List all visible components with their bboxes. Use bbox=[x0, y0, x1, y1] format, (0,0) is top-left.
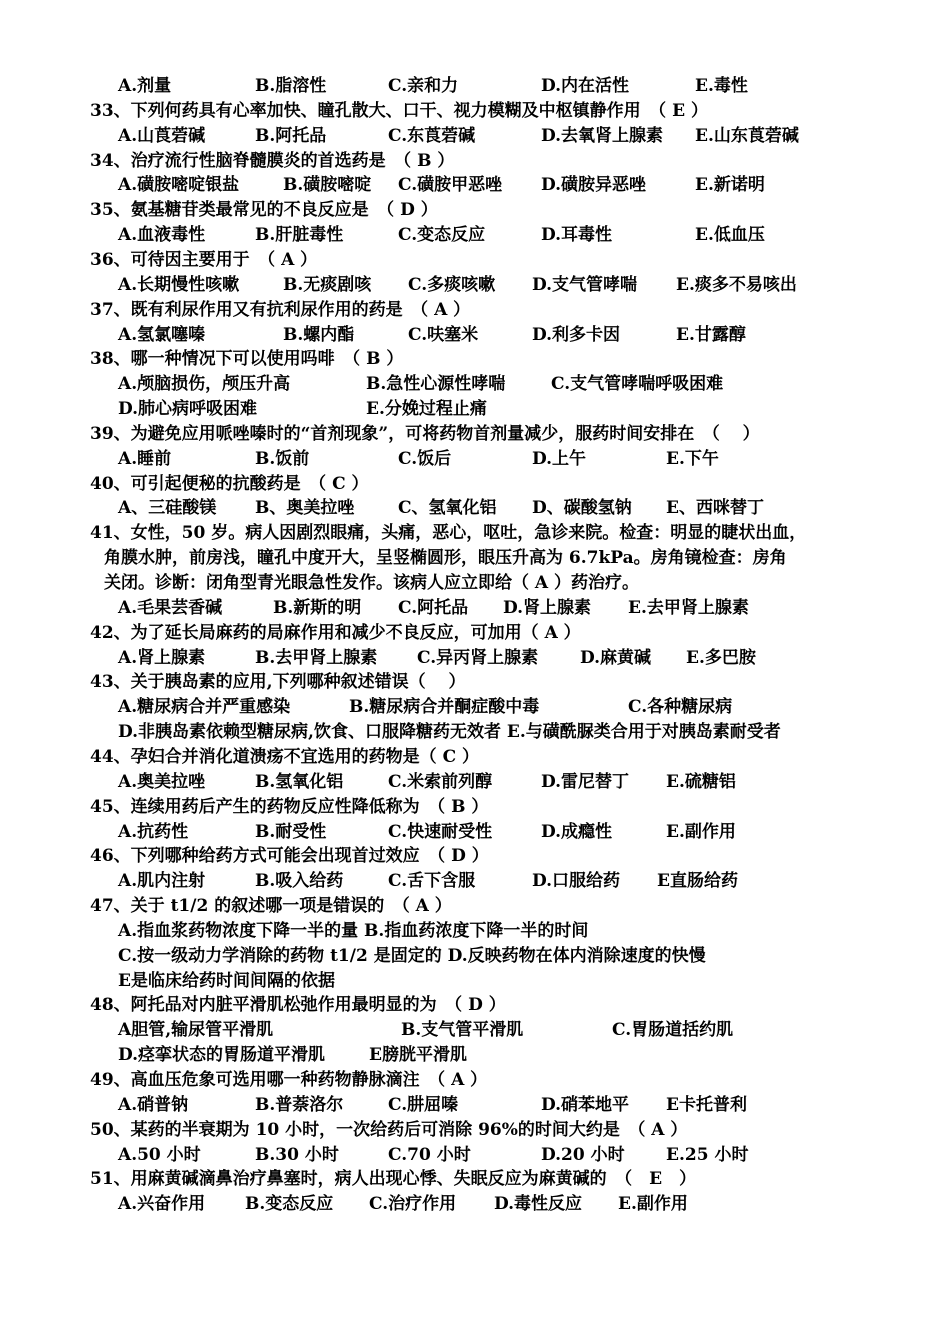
text-line bbox=[0, 447, 950, 471]
question-text: 34、治疗流行性脑脊髓膜炎的首选药是 （ B ） bbox=[90, 150, 455, 171]
text-line bbox=[0, 496, 950, 520]
question-text: 38、哪一种情况下可以使用吗啡 （ B ） bbox=[90, 349, 404, 370]
option-text: D.肺心病呼吸困难 bbox=[118, 399, 258, 420]
option-text: E.甘露醇 bbox=[676, 324, 746, 345]
option-text: B.螺内酯 bbox=[283, 324, 355, 345]
option-text: B.去甲肾上腺素 bbox=[255, 647, 378, 668]
text-line bbox=[0, 521, 950, 545]
option-text: B.吸入给药 bbox=[255, 871, 344, 892]
text-line bbox=[0, 248, 950, 272]
question-text: 49、高血压危象可选用哪一种药物静脉滴注 （ A ） bbox=[90, 1070, 488, 1090]
option-text: A.硝普钠 bbox=[118, 1094, 189, 1115]
text-line bbox=[0, 372, 950, 396]
text-line bbox=[0, 397, 950, 421]
option-text: D.利多卡因 bbox=[532, 324, 621, 345]
question-text: 关闭。诊断：闭角型青光眼急性发作。该病人应立即给（ A ）药治疗。 bbox=[104, 573, 640, 593]
option-text: E.低血压 bbox=[695, 225, 765, 246]
option-text: B.新斯的明 bbox=[273, 597, 362, 618]
option-text: B.饭前 bbox=[255, 448, 310, 469]
text-line bbox=[0, 695, 950, 719]
option-text: D.毒性反应 bbox=[494, 1194, 583, 1215]
option-text: B.脂溶性 bbox=[255, 76, 327, 96]
question-text: A.指血浆药物浓度下降一半的量 B.指血药浓度下降一半的时间 bbox=[118, 920, 589, 941]
text-line bbox=[0, 173, 950, 197]
option-text: A胆管,输尿管平滑肌 bbox=[118, 1020, 274, 1041]
option-text: B.支气管平滑肌 bbox=[401, 1020, 524, 1041]
option-text: E、西咪替丁 bbox=[666, 498, 764, 519]
option-text: A.抗药性 bbox=[118, 821, 189, 842]
option-text: D.成瘾性 bbox=[541, 821, 613, 842]
option-text: D.支气管哮喘 bbox=[532, 274, 638, 295]
option-text: C.异丙肾上腺素 bbox=[417, 647, 539, 668]
text-line bbox=[0, 546, 950, 570]
option-text: C.70 小时 bbox=[388, 1144, 471, 1165]
text-line bbox=[0, 273, 950, 297]
text-line bbox=[0, 99, 950, 123]
option-text: B.耐受性 bbox=[255, 821, 327, 842]
text-line bbox=[0, 1093, 950, 1117]
option-text: C.快速耐受性 bbox=[388, 821, 493, 842]
option-text: B.30 小时 bbox=[255, 1144, 339, 1165]
option-text: B.肝脏毒性 bbox=[255, 225, 344, 246]
text-line bbox=[0, 944, 950, 968]
question-text: 40、可引起便秘的抗酸药是 （ C ） bbox=[90, 473, 369, 494]
text-line bbox=[0, 894, 950, 918]
option-text: B.氢氧化铝 bbox=[255, 771, 344, 792]
option-text: A.睡前 bbox=[118, 448, 172, 469]
option-text: D.硝苯地平 bbox=[541, 1094, 630, 1115]
option-text: A.毛果芸香碱 bbox=[118, 597, 223, 618]
option-text: A.糖尿病合并严重感染 bbox=[118, 697, 291, 718]
option-text: B.糖尿病合并酮症酸中毒 bbox=[349, 697, 540, 718]
option-text: C.磺胺甲恶唑 bbox=[398, 175, 503, 196]
text-line bbox=[0, 347, 950, 371]
question-text: 36、可待因主要用于 （ A ） bbox=[90, 249, 318, 270]
text-line bbox=[0, 770, 950, 794]
text-line bbox=[0, 795, 950, 819]
text-line bbox=[0, 844, 950, 868]
text-line bbox=[0, 571, 950, 595]
option-text: D.雷尼替丁 bbox=[541, 771, 630, 792]
question-text: 43、关于胰岛素的应用,下列哪种叙述错误（ ） bbox=[90, 672, 466, 693]
text-line bbox=[0, 621, 950, 645]
question-text: E是临床给药时间间隔的依据 bbox=[118, 970, 335, 991]
option-text: D.20 小时 bbox=[541, 1144, 625, 1165]
question-text: 50、某药的半衰期为 10 小时，一次给药后可消除 96%的时间大约是 （ A ） bbox=[90, 1119, 688, 1140]
option-text: A.奥美拉唑 bbox=[118, 771, 206, 792]
question-text: D.非胰岛素依赖型糖尿病,饮食、口服降糖药无效者 E.与磺酰脲类合用于对胰岛素耐受者 bbox=[118, 722, 781, 743]
text-line bbox=[0, 919, 950, 943]
text-line bbox=[0, 124, 950, 148]
text-line bbox=[0, 1043, 950, 1067]
option-text: B.变态反应 bbox=[245, 1194, 334, 1215]
option-text: E卡托普利 bbox=[666, 1094, 747, 1115]
question-text: 44、孕妇合并消化道溃疡不宜选用的药物是（ C ） bbox=[90, 746, 480, 767]
option-text: D.耳毒性 bbox=[541, 225, 613, 246]
question-text: 46、下列哪种给药方式可能会出现首过效应 （ D ） bbox=[90, 846, 489, 867]
option-text: A.氢氯噻嗪 bbox=[118, 324, 206, 345]
question-text: 角膜水肿，前房浅，瞳孔中度开大，呈竖椭圆形，眼压升高为 6.7kPa。房角镜检查：房角 bbox=[104, 548, 787, 569]
option-text: A.磺胺嘧啶银盐 bbox=[118, 175, 240, 196]
text-line bbox=[0, 323, 950, 347]
option-text: A、三硅酸镁 bbox=[118, 498, 217, 519]
option-text: A.山莨菪碱 bbox=[118, 125, 206, 146]
text-line bbox=[0, 1192, 950, 1216]
text-line bbox=[0, 745, 950, 769]
option-text: E.去甲肾上腺素 bbox=[628, 597, 749, 618]
option-text: D.去氧肾上腺素 bbox=[541, 125, 664, 146]
question-text: 39、为避免应用哌唑嗪时的“首剂现象”，可将药物首剂量减少，服药时间安排在 （ ） bbox=[90, 423, 760, 444]
text-line bbox=[0, 1018, 950, 1042]
text-line bbox=[0, 993, 950, 1017]
option-text: C.各种糖尿病 bbox=[628, 697, 733, 718]
option-text: C.阿托品 bbox=[398, 597, 469, 618]
option-text: C.舌下含服 bbox=[388, 871, 476, 892]
option-text: C、氢氧化铝 bbox=[398, 498, 497, 519]
question-text: 37、既有利尿作用又有抗利尿作用的药是 （ A ） bbox=[90, 299, 471, 320]
text-line bbox=[0, 820, 950, 844]
question-text: 48、阿托品对内脏平滑肌松弛作用最明显的为 （ D ） bbox=[90, 995, 506, 1016]
text-line bbox=[0, 869, 950, 893]
option-text: C.多痰咳嗽 bbox=[408, 274, 496, 295]
option-text: A.肾上腺素 bbox=[118, 647, 206, 668]
option-text: C.亲和力 bbox=[388, 76, 459, 96]
text-line bbox=[0, 149, 950, 173]
text-line bbox=[0, 1118, 950, 1142]
option-text: C.呋塞米 bbox=[408, 324, 479, 345]
option-text: E.痰多不易咳出 bbox=[676, 274, 797, 295]
option-text: E直肠给药 bbox=[657, 871, 738, 892]
option-text: C.变态反应 bbox=[398, 225, 486, 246]
option-text: E.毒性 bbox=[695, 76, 748, 96]
option-text: E.山东莨菪碱 bbox=[695, 125, 799, 146]
text-line bbox=[0, 1143, 950, 1167]
option-text: B.磺胺嘧啶 bbox=[283, 175, 372, 196]
option-text: D.麻黄碱 bbox=[580, 647, 652, 668]
option-text: E.下午 bbox=[666, 448, 719, 469]
option-text: D.口服给药 bbox=[532, 871, 621, 892]
option-text: D.上午 bbox=[532, 448, 587, 469]
option-text: C.饭后 bbox=[398, 448, 452, 469]
text-line bbox=[0, 969, 950, 993]
option-text: D.痉挛状态的胃肠道平滑肌 bbox=[118, 1045, 326, 1066]
question-text: 45、连续用药后产生的药物反应性降低称为 （ B ） bbox=[90, 796, 489, 817]
option-text: B、奥美拉唑 bbox=[255, 498, 355, 519]
question-text: 35、氨基糖苷类最常见的不良反应是 （ D ） bbox=[90, 200, 438, 221]
question-text: 41、女性，50 岁。病人因剧烈眼痛，头痛，恶心，呕吐，急诊来院。检查：明显的睫状出血， bbox=[90, 523, 807, 544]
option-text: A.肌内注射 bbox=[118, 871, 206, 892]
text-line bbox=[0, 596, 950, 620]
option-text: E.分娩过程止痛 bbox=[366, 399, 487, 420]
text-line bbox=[0, 198, 950, 222]
question-text: 42、为了延长局麻药的局麻作用和减少不良反应，可加用（ A ） bbox=[90, 622, 581, 643]
option-text: C.治疗作用 bbox=[369, 1194, 457, 1215]
option-text: A.长期慢性咳嗽 bbox=[118, 274, 240, 295]
option-text: E.副作用 bbox=[618, 1194, 688, 1215]
option-text: C.米索前列醇 bbox=[388, 771, 493, 792]
question-text: 51、用麻黄碱滴鼻治疗鼻塞时，病人出现心悸、失眠反应为麻黄碱的 （ E ） bbox=[90, 1169, 697, 1190]
option-text: E.副作用 bbox=[666, 821, 736, 842]
text-line bbox=[0, 1068, 950, 1092]
text-line bbox=[0, 298, 950, 322]
option-text: E膀胱平滑肌 bbox=[369, 1045, 467, 1066]
text-line bbox=[0, 223, 950, 247]
option-text: E.多巴胺 bbox=[686, 647, 756, 668]
option-text: D.内在活性 bbox=[541, 76, 630, 96]
question-text: C.按一级动力学消除的药物 t1/2 是固定的 D.反映药物在体内消除速度的快慢 bbox=[118, 945, 706, 966]
option-text: B.急性心源性哮喘 bbox=[366, 374, 506, 395]
option-text: B.阿托品 bbox=[255, 125, 327, 146]
option-text: C.东莨菪碱 bbox=[388, 125, 476, 146]
text-line bbox=[0, 472, 950, 496]
option-text: C.胃肠道括约肌 bbox=[612, 1020, 734, 1041]
question-text: 47、关于 t1/2 的叙述哪一项是错误的 （ A ） bbox=[90, 896, 452, 917]
option-text: E.25 小时 bbox=[666, 1144, 749, 1165]
option-text: D.磺胺异恶唑 bbox=[541, 175, 647, 196]
text-line bbox=[0, 74, 950, 98]
option-text: A.颅脑损伤，颅压升高 bbox=[118, 374, 291, 395]
option-text: A.血液毒性 bbox=[118, 225, 206, 246]
text-line bbox=[0, 1167, 950, 1191]
option-text: A.50 小时 bbox=[118, 1144, 201, 1165]
option-text: E.硫糖铝 bbox=[666, 771, 736, 792]
text-line bbox=[0, 646, 950, 670]
option-text: E.新诺明 bbox=[695, 175, 765, 196]
text-line bbox=[0, 720, 950, 744]
option-text: B.普萘洛尔 bbox=[255, 1094, 344, 1115]
text-line bbox=[0, 422, 950, 446]
option-text: D、碳酸氢钠 bbox=[532, 498, 632, 519]
option-text: A.兴奋作用 bbox=[118, 1194, 206, 1215]
question-text: 33、下列何药具有心率加快、瞳孔散大、口干、视力模糊及中枢镇静作用 （ E ） bbox=[90, 100, 708, 121]
option-text: A.剂量 bbox=[118, 76, 172, 96]
option-text: C.肼屈嗪 bbox=[388, 1094, 459, 1115]
option-text: C.支气管哮喘呼吸困难 bbox=[551, 374, 724, 395]
option-text: B.无痰剧咳 bbox=[283, 274, 372, 295]
option-text: D.肾上腺素 bbox=[503, 597, 592, 618]
text-line bbox=[0, 670, 950, 694]
